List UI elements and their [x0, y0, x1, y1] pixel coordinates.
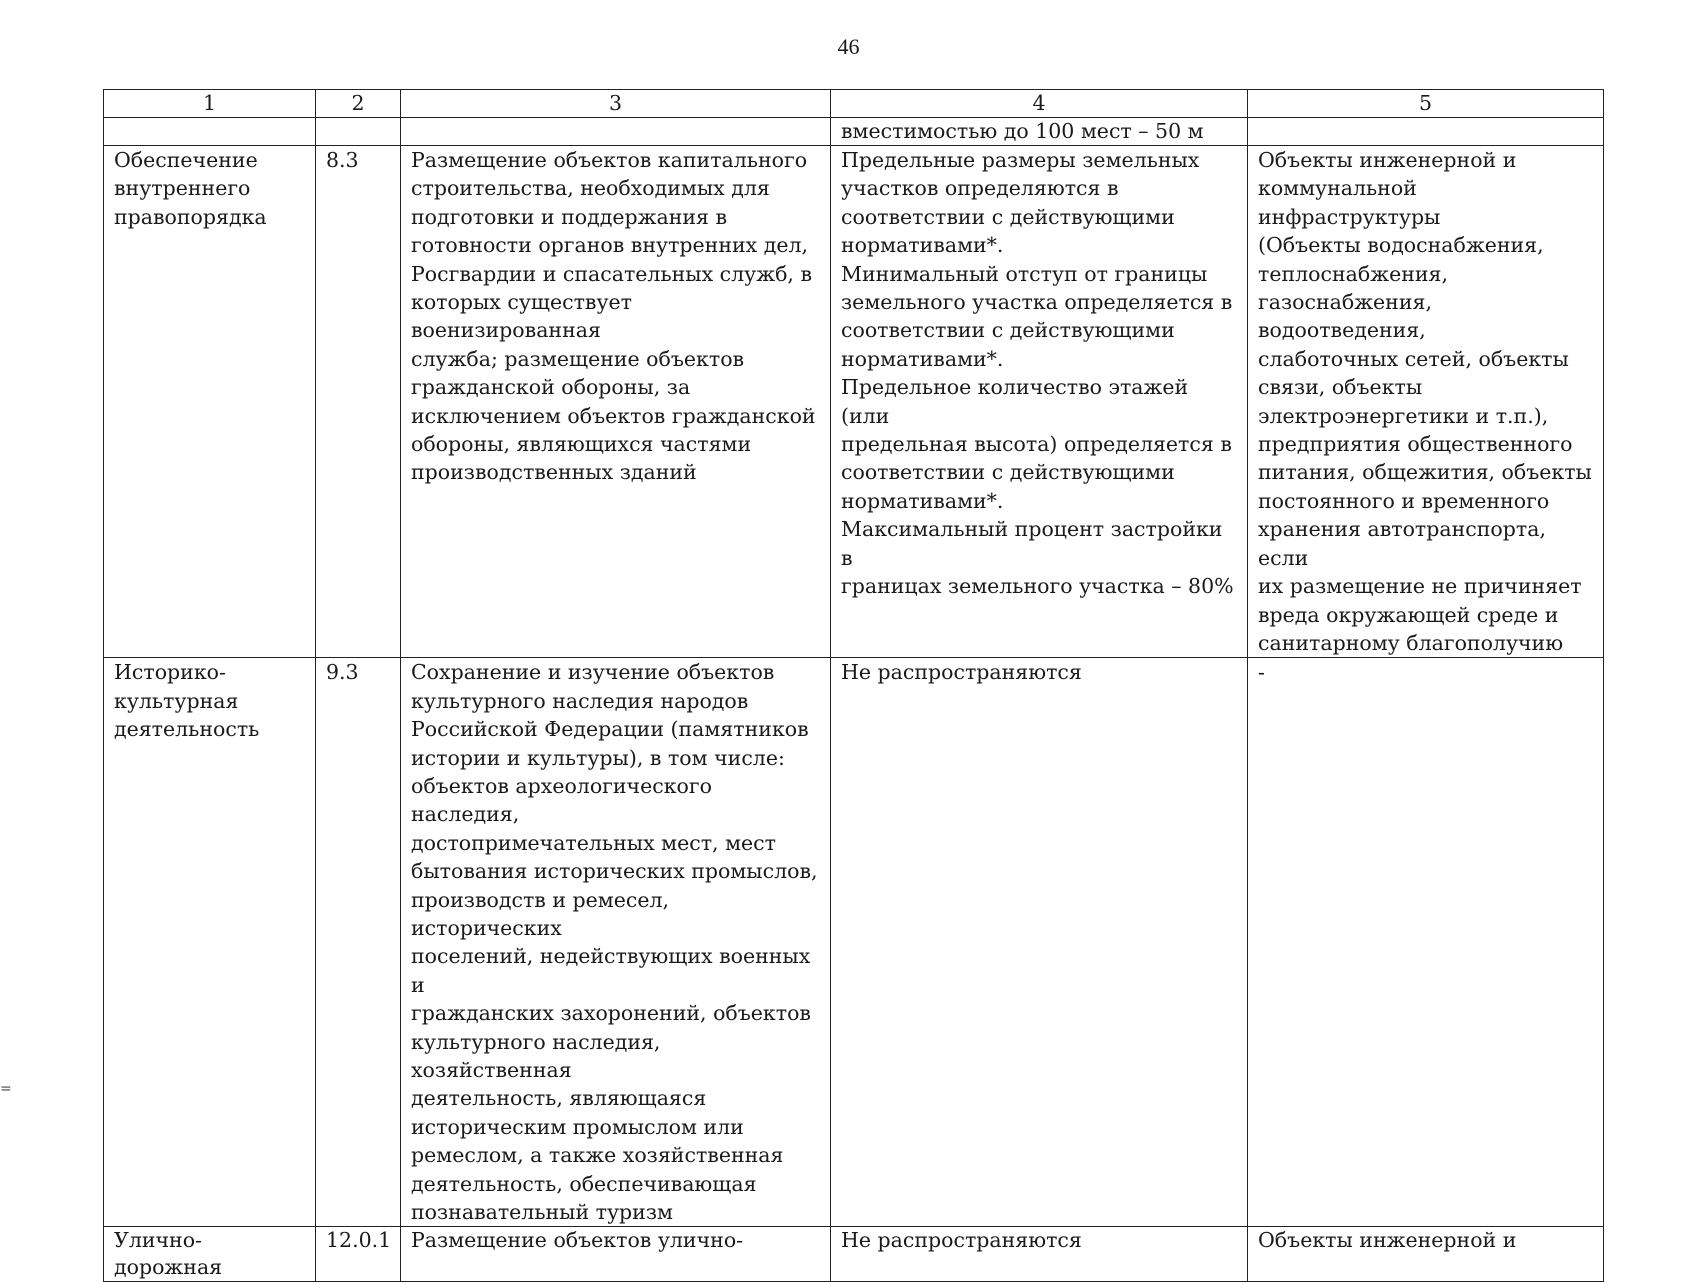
column-header: 3	[401, 90, 831, 118]
use-description-cell: Размещение объектов улично-	[401, 1227, 831, 1282]
use-code-cell: 12.0.1	[316, 1227, 401, 1282]
table-cell	[316, 118, 401, 146]
table-row	[104, 146, 1604, 658]
parameters-cell: Не распространяются	[831, 1227, 1248, 1282]
column-header: 1	[104, 90, 316, 118]
column-header: 4	[831, 90, 1248, 118]
table-cell	[401, 118, 831, 146]
auxiliary-uses-cell: Объекты инженерной и коммунальной инфраструктуры (Объекты водоснабжения, теплоснабжения, газоснабжения, водоотведения, слаботочных сетей, объекты связи, объекты электроэнергетики и т.п.), предприятия общественного питания, общежития, объекты постоянного и временного хранения автотранспорта, если их размещение не причиняет вреда окружающей среде и санитарному благополучию	[1248, 146, 1604, 658]
continuation-row	[104, 118, 1604, 146]
auxiliary-uses-cell: Объекты инженерной и	[1248, 1227, 1604, 1282]
use-description-cell: Сохранение и изучение объектов культурного наследия народов Российской Федерации (памятников истории и культуры), в том числе: объектов археологического наследия, достопримечательных мест, мест бытования исторических промыслов, производств и ремесел, исторических поселений, недействующих военных и гражданских захоронений, объектов культурного наследия, хозяйственная деятельность, являющаяся историческим промыслом или ремеслом, а также хозяйственная деятельность, обеспечивающая познавательный туризм	[401, 658, 831, 1227]
table-cell: вместимостью до 100 мест – 50 м	[831, 118, 1248, 146]
column-header: 5	[1248, 90, 1604, 118]
parameters-cell: Не распространяются	[831, 658, 1248, 1227]
table-header-row	[104, 90, 1604, 118]
use-name-cell: Историко- культурная деятельность	[104, 658, 316, 1227]
use-name-cell: Улично-дорожная	[104, 1227, 316, 1282]
use-description-cell: Размещение объектов капитального строительства, необходимых для подготовки и поддержания в готовности органов внутренних дел, Росгвардии и спасательных служб, в которых существует военизированная служба; размещение объектов гражданской обороны, за исключением объектов гражданской обороны, являющихся частями производственных зданий	[401, 146, 831, 658]
margin-mark: =	[0, 1081, 12, 1097]
table-cell	[104, 118, 316, 146]
regulations-table	[103, 89, 1604, 1282]
page-number: 46	[837, 34, 860, 59]
table-cell	[1248, 118, 1604, 146]
auxiliary-uses-cell: -	[1248, 658, 1604, 1227]
parameters-cell: Предельные размеры земельных участков определяются в соответствии с действующими нормативами*. Минимальный отступ от границы земельного участка определяется в соответствии с действующими нормативами*. Предельное количество этажей (или предельная высота) определяется в соответствии с действующими нормативами*. Максимальный процент застройки в границах земельного участка – 80%	[831, 146, 1248, 658]
column-header: 2	[316, 90, 401, 118]
use-name-cell: Обеспечение внутреннего правопорядка	[104, 146, 316, 658]
use-code-cell: 8.3	[316, 146, 401, 658]
use-code-cell: 9.3	[316, 658, 401, 1227]
table-row	[104, 1227, 1604, 1282]
table-row	[104, 658, 1604, 1227]
